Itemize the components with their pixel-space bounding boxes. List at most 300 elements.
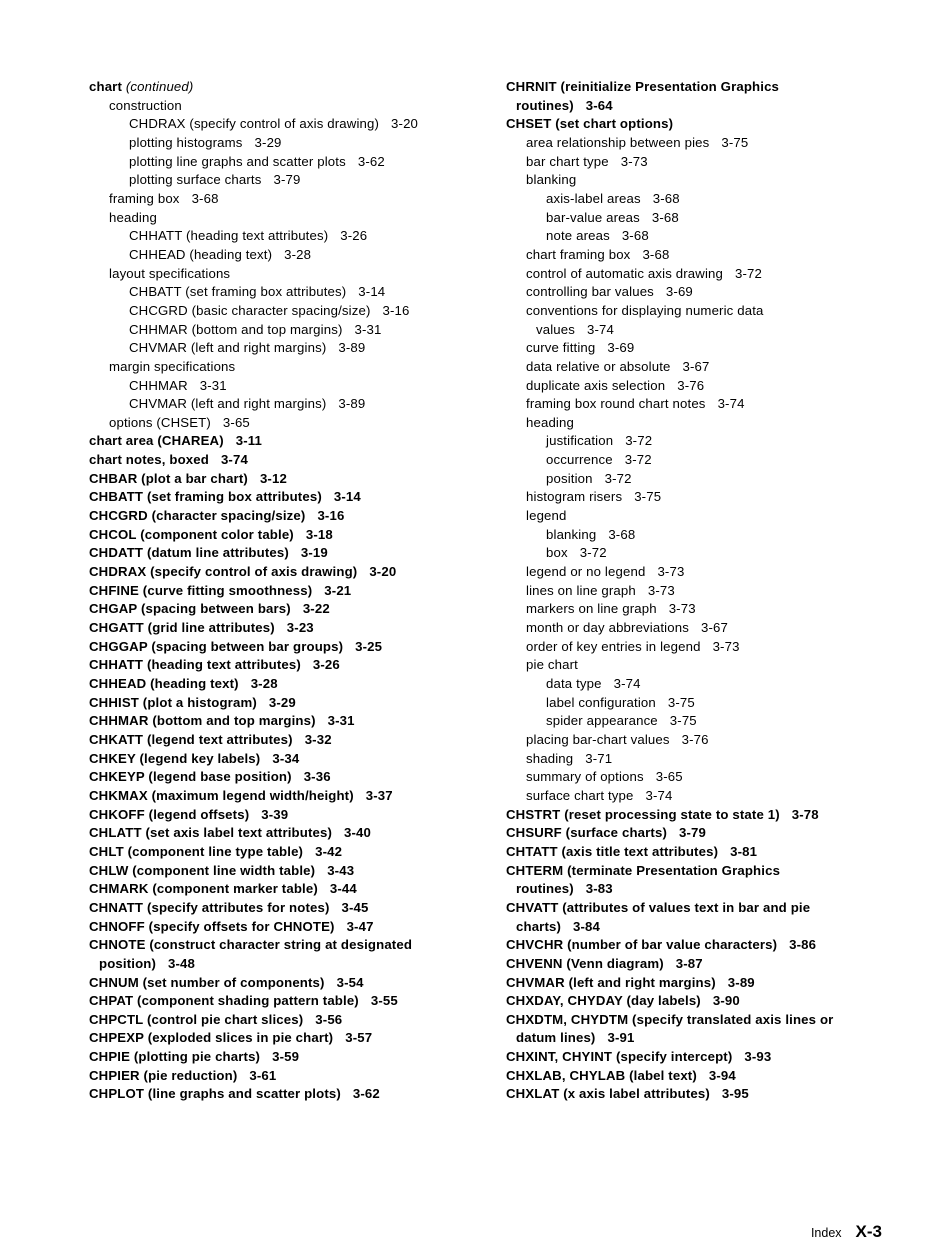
entry-page-ref[interactable]: 3-43 [327,862,355,878]
entry-term: CHHEAD (heading text) [129,246,273,262]
entry-term: justification [546,433,614,449]
entry-page-ref[interactable]: 3-37 [365,787,393,803]
index-entry [506,955,906,974]
index-entry [506,321,906,340]
entry-page-ref[interactable]: 3-73 [712,638,740,654]
index-entry [89,1048,484,1067]
entry-page-ref[interactable]: 3-36 [303,769,331,785]
entry-page-ref[interactable]: 3-44 [329,881,357,897]
index-entry [89,246,484,265]
entry-page-ref[interactable]: 3-39 [261,806,289,822]
index-entry [89,918,484,937]
entry-term: plotting surface charts [129,172,262,188]
index-entry [89,582,484,601]
entry-page-ref[interactable]: 3-72 [625,433,653,449]
entry-term: conventions for displaying numeric data [526,302,764,318]
entry-term: bar-value areas [546,209,640,225]
index-entry [89,488,484,507]
entry-term: options (CHSET) [109,414,211,430]
entry-page-ref[interactable]: 3-22 [302,601,330,617]
entry-term: CHCGRD (character spacing/size) [89,508,306,524]
entry-page-ref[interactable]: 3-89 [338,340,366,356]
entry-term: CHVATT (attributes of values text in bar and pie [506,899,811,915]
entry-term: CHFINE (curve fitting smoothness) [89,582,313,598]
index-entry [506,507,906,526]
entry-term: CHGAP (spacing between bars) [89,601,291,617]
entry-page-ref[interactable]: 3-11 [235,433,263,449]
entry-term: control of automatic axis drawing [526,265,723,281]
entry-term: CHDATT (datum line attributes) [89,545,289,561]
index-entry [89,638,484,657]
entry-term: CHPAT (component shading pattern table) [89,993,359,1009]
entry-term: CHSURF (surface charts) [506,825,668,841]
entry-term: month or day abbreviations [526,620,689,636]
entry-term: spider appearance [546,713,658,729]
index-entry [506,806,906,825]
entry-page-ref[interactable]: 3-75 [634,489,662,505]
entry-page-ref[interactable]: 3-68 [651,209,679,225]
entry-term: heading [526,414,574,430]
entry-page-ref[interactable]: 3-29 [254,134,282,150]
index-entry [89,171,484,190]
index-entry [89,358,484,377]
index-entry [89,78,484,97]
index-entry [89,432,484,451]
entry-page-ref[interactable]: 3-79 [679,825,707,841]
entry-page-ref[interactable]: 3-31 [327,713,355,729]
entry-page-ref[interactable]: 3-75 [667,694,695,710]
entry-page-ref[interactable]: 3-89 [727,974,755,990]
entry-term: CHBATT (set framing box attributes) [89,489,322,505]
index-entry [506,153,906,172]
entry-term: plotting histograms [129,134,243,150]
entry-term: CHCGRD (basic character spacing/size) [129,302,371,318]
entry-term: CHTERM (terminate Presentation Graphics [506,862,781,878]
entry-term: pie chart [526,657,578,673]
entry-page-ref[interactable]: 3-61 [249,1067,277,1083]
index-entry [506,582,906,601]
index-entry [89,321,484,340]
entry-term: chart area (CHAREA) [89,433,224,449]
index-entry [506,265,906,284]
entry-term: lines on line graph [526,582,636,598]
index-entry [89,768,484,787]
entry-page-ref[interactable]: 3-31 [354,321,382,337]
index-entry [89,750,484,769]
entry-term: CHGGAP (spacing between bar groups) [89,638,344,654]
entry-page-ref[interactable]: 3-75 [669,713,697,729]
entry-page-ref[interactable]: 3-75 [721,134,749,150]
entry-term: data relative or absolute [526,358,671,374]
entry-term: summary of options [526,769,644,785]
entry-term: CHSTRT (reset processing state to state 1) [506,806,780,822]
entry-term: CHLW (component line width table) [89,862,316,878]
entry-page-ref[interactable]: 3-31 [199,377,227,393]
entry-page-ref[interactable]: 3-29 [268,694,296,710]
entry-term: CHXDAY, CHYDAY (day labels) [506,993,701,1009]
index-entry [89,526,484,545]
entry-page-ref[interactable]: 3-74 [220,452,248,468]
index-column-left [89,78,484,1104]
entry-term: CHVCHR (number of bar value characters) [506,937,778,953]
entry-page-ref[interactable]: 3-68 [191,190,219,206]
index-entry [506,563,906,582]
index-entry [506,862,906,881]
index-entry [89,190,484,209]
entry-term: CHLATT (set axis label text attributes) [89,825,333,841]
entry-page-ref[interactable]: 3-74 [613,676,641,691]
entry-page-ref[interactable]: 3-84 [573,918,601,934]
index-entry [506,712,906,731]
index-entry [89,974,484,993]
index-entry [506,526,906,545]
index-entry [506,1067,906,1086]
index-entry [506,787,906,806]
index-entry [506,115,906,134]
index-entry [506,731,906,750]
entry-term: CHDRAX (specify control of axis drawing) [89,564,358,580]
entry-page-ref[interactable]: 3-64 [585,97,613,113]
entry-page-ref[interactable]: 3-78 [791,806,819,822]
entry-page-ref[interactable]: 3-25 [355,638,383,654]
index-entry [89,656,484,675]
entry-page-ref[interactable]: 3-42 [315,843,343,859]
entry-page-ref[interactable]: 3-18 [305,526,333,542]
entry-term: CHNOFF (specify offsets for CHNOTE) [89,918,335,934]
entry-term: CHKMAX (maximum legend width/height) [89,787,354,803]
entry-term: CHSET (set chart options) [506,116,674,132]
entry-page-ref[interactable]: 3-19 [300,545,328,561]
index-entry [89,731,484,750]
index-entry [89,470,484,489]
entry-term: CHVENN (Venn diagram) [506,955,664,971]
entry-page-ref[interactable]: 3-12 [259,470,287,486]
entry-page-ref[interactable]: 3-47 [346,918,374,934]
index-entry [506,768,906,787]
index-entry [89,395,484,414]
entry-page-ref[interactable]: 3-76 [681,731,709,747]
entry-term: CHVMAR (left and right margins) [506,974,716,990]
entry-term: CHHATT (heading text attributes) [129,228,329,244]
entry-page-ref[interactable]: 3-59 [272,1049,300,1065]
index-entry [506,974,906,993]
entry-term: order of key entries in legend [526,638,701,654]
entry-term: CHNATT (specify attributes for notes) [89,899,330,915]
entry-term: construction [109,97,182,113]
entry-page-ref[interactable]: 3-73 [647,582,675,598]
entry-term: CHXINT, CHYINT (specify intercept) [506,1049,733,1065]
entry-page-ref[interactable]: 3-73 [668,601,696,617]
entry-term: shading [526,750,574,766]
index-entry [506,638,906,657]
index-entry [506,992,906,1011]
entry-page-ref[interactable]: 3-72 [579,545,607,561]
footer-section-label: Index [810,1226,842,1240]
entry-page-ref[interactable]: 3-16 [317,508,345,524]
index-entry [506,1048,906,1067]
entry-term: chart notes, boxed [89,452,209,468]
index-entry [89,675,484,694]
index-entry [89,283,484,302]
entry-term: legend or no legend [526,564,646,580]
entry-term: bar chart type [526,153,609,169]
entry-page-ref[interactable]: 3-68 [642,246,670,262]
page-footer [811,1222,882,1242]
index-entry [506,544,906,563]
entry-term: CHPCTL (control pie chart slices) [89,1011,304,1027]
entry-term: CHKEYP (legend base position) [89,769,292,785]
entry-page-ref[interactable]: 3-68 [652,190,680,206]
entry-term: CHMARK (component marker table) [89,881,318,897]
entry-page-ref[interactable]: 3-67 [700,620,728,636]
index-entry [89,806,484,825]
entry-page-ref[interactable]: 3-20 [369,564,397,580]
entry-term: values [536,321,576,337]
index-entry [506,246,906,265]
entry-page-ref[interactable]: 3-87 [675,955,703,971]
entry-page-ref[interactable]: 3-79 [273,172,301,188]
entry-term: CHXDTM, CHYDTM (specify translated axis lines or [506,1011,834,1027]
entry-term: data type [546,676,602,691]
index-entry [89,619,484,638]
entry-page-ref[interactable]: 3-94 [708,1067,736,1083]
entry-page-ref[interactable]: 3-28 [284,246,312,262]
index-entry [89,1029,484,1048]
entry-page-ref[interactable]: 3-62 [352,1086,380,1102]
entry-term: CHHMAR (bottom and top margins) [129,321,343,337]
entry-page-ref[interactable]: 3-91 [607,1030,635,1046]
entry-term: curve fitting [526,340,596,356]
index-entry [506,97,906,116]
entry-page-ref[interactable]: 3-26 [340,228,368,244]
index-entry [89,1011,484,1030]
entry-page-ref[interactable]: 3-89 [338,396,366,412]
index-entry [89,134,484,153]
index-entry [89,600,484,619]
entry-page-ref[interactable]: 3-81 [730,843,758,859]
entry-term: CHNUM (set number of components) [89,974,325,990]
entry-page-ref[interactable]: 3-56 [315,1011,343,1027]
index-entry [89,414,484,433]
entry-term: CHHIST (plot a histogram) [89,694,257,710]
index-entry [506,283,906,302]
index-entry [506,824,906,843]
index-entry [506,377,906,396]
entry-page-ref[interactable]: 3-55 [370,993,398,1009]
entry-page-ref[interactable]: 3-68 [621,228,649,244]
entry-page-ref[interactable]: 3-71 [585,750,613,766]
entry-page-ref[interactable]: 3-73 [620,153,648,169]
index-entry [89,563,484,582]
entry-term: margin specifications [109,358,236,374]
index-entry [89,712,484,731]
entry-term: CHTATT (axis title text attributes) [506,843,719,859]
index-entry [506,750,906,769]
entry-page-ref[interactable]: 3-65 [222,414,250,430]
entry-page-ref[interactable]: 3-76 [677,377,705,393]
entry-page-ref[interactable]: 3-90 [712,993,740,1009]
index-entry [506,227,906,246]
index-entry [89,899,484,918]
entry-page-ref[interactable]: 3-26 [312,657,340,673]
footer-page-number: X-3 [855,1222,882,1241]
entry-page-ref[interactable]: 3-32 [304,731,332,747]
entry-term: CHGATT (grid line attributes) [89,620,275,636]
index-entry [506,899,906,918]
entry-term: plotting line graphs and scatter plots [129,153,346,169]
entry-term: CHPIER (pie reduction) [89,1067,238,1083]
index-entry [89,227,484,246]
index-entry [506,1029,906,1048]
entry-term: datum lines) [516,1030,596,1046]
entry-page-ref[interactable]: 3-74 [717,396,745,412]
entry-term: framing box round chart notes [526,396,706,412]
entry-page-ref[interactable]: 3-95 [721,1086,749,1102]
entry-term: box [546,545,568,561]
entry-term: placing bar-chart values [526,731,670,747]
index-entry [89,209,484,228]
index-entry [89,936,484,955]
entry-page-ref[interactable]: 3-72 [735,265,762,281]
entry-page-ref[interactable]: 3-14 [358,284,386,300]
entry-term: CHNOTE (construct character string at designated [89,937,413,953]
entry-term: chart [89,79,122,94]
entry-page-ref[interactable]: 3-69 [665,284,693,300]
entry-term: axis-label areas [546,190,641,206]
entry-page-ref[interactable]: 3-40 [344,825,372,841]
entry-term: heading [109,209,157,225]
entry-term: occurrence [546,452,613,468]
entry-term: CHDRAX (specify control of axis drawing) [129,116,380,132]
entry-page-ref[interactable]: 3-65 [655,769,683,785]
entry-term: histogram risers [526,489,623,505]
index-entry [89,451,484,470]
index-entry [89,339,484,358]
entry-term: area relationship between pies [526,134,710,150]
entry-page-ref[interactable]: 3-72 [624,452,652,468]
index-entry [506,470,906,489]
index-entry [89,1067,484,1086]
index-entry [89,1085,484,1104]
index-entry [506,488,906,507]
entry-page-ref[interactable]: 3-73 [657,564,685,580]
index-entry [506,694,906,713]
entry-page-ref[interactable]: 3-74 [587,321,615,337]
entry-page-ref[interactable]: 3-45 [341,899,369,915]
index-entry [89,787,484,806]
entry-term: CHVMAR (left and right margins) [129,396,327,412]
entry-term: CHXLAT (x axis label attributes) [506,1086,710,1102]
index-entry [506,1011,906,1030]
index-entry [506,134,906,153]
entry-term: CHKEY (legend key labels) [89,750,261,766]
entry-page-ref[interactable]: 3-28 [250,676,278,691]
continued-note: (continued) [122,79,194,94]
index-entry [89,955,484,974]
entry-page-ref[interactable]: 3-83 [585,881,613,897]
entry-page-ref[interactable]: 3-21 [324,582,352,598]
entry-term: CHPIE (plotting pie charts) [89,1049,261,1065]
entry-page-ref[interactable]: 3-54 [336,974,364,990]
entry-term: CHKATT (legend text attributes) [89,731,293,747]
entry-term: CHHEAD (heading text) [89,676,239,691]
index-entry [89,153,484,172]
entry-term: CHCOL (component color table) [89,526,294,542]
index-entry [89,302,484,321]
entry-term: surface chart type [526,787,634,803]
entry-term: duplicate axis selection [526,377,666,393]
entry-page-ref[interactable]: 3-74 [645,787,673,803]
index-entry [506,843,906,862]
entry-page-ref[interactable]: 3-57 [345,1030,373,1046]
index-entry [506,1085,906,1104]
entry-page-ref[interactable]: 3-69 [607,340,635,356]
entry-term: routines) [516,97,574,113]
index-entry [506,432,906,451]
entry-term: CHKOFF (legend offsets) [89,806,250,822]
index-entry [89,824,484,843]
entry-page-ref[interactable]: 3-67 [682,358,710,374]
index-entry [89,880,484,899]
index-entry [506,190,906,209]
entry-page-ref[interactable]: 3-23 [286,620,314,636]
entry-term: label configuration [546,694,656,710]
entry-term: routines) [516,881,574,897]
index-entry [89,544,484,563]
entry-term: charts) [516,918,562,934]
index-entry [506,936,906,955]
entry-term: CHHMAR (bottom and top margins) [89,713,316,729]
entry-page-ref[interactable]: 3-62 [357,153,385,169]
entry-page-ref[interactable]: 3-48 [168,955,196,971]
index-entry [89,265,484,284]
index-column-right [506,78,906,1104]
index-entry [506,78,906,97]
entry-term: position) [99,955,157,971]
index-entry [506,171,906,190]
index-entry [89,377,484,396]
index-entry [89,862,484,881]
index-entry [506,302,906,321]
entry-term: markers on line graph [526,601,657,617]
index-entry [506,414,906,433]
entry-page-ref[interactable]: 3-16 [382,302,410,318]
index-entry [506,339,906,358]
entry-page-ref[interactable]: 3-68 [608,526,636,542]
entry-term: CHXLAB, CHYLAB (label text) [506,1067,697,1083]
index-entry [506,395,906,414]
entry-page-ref[interactable]: 3-93 [744,1049,772,1065]
entry-term: framing box [109,190,180,206]
entry-page-ref[interactable]: 3-34 [272,750,300,766]
index-entry [506,600,906,619]
index-entry [89,694,484,713]
entry-term: layout specifications [109,265,231,281]
entry-term: legend [526,508,567,524]
entry-term: CHBAR (plot a bar chart) [89,470,248,486]
entry-page-ref[interactable]: 3-72 [604,470,632,486]
entry-term: CHPEXP (exploded slices in pie chart) [89,1030,334,1046]
entry-page-ref[interactable]: 3-86 [789,937,817,953]
index-entry [506,656,906,675]
entry-term: controlling bar values [526,284,654,300]
entry-term: position [546,470,593,486]
entry-term: blanking [546,526,597,542]
index-entry [506,209,906,228]
entry-page-ref[interactable]: 3-20 [391,116,419,132]
entry-term: chart framing box [526,246,631,262]
entry-page-ref[interactable]: 3-14 [333,489,361,505]
